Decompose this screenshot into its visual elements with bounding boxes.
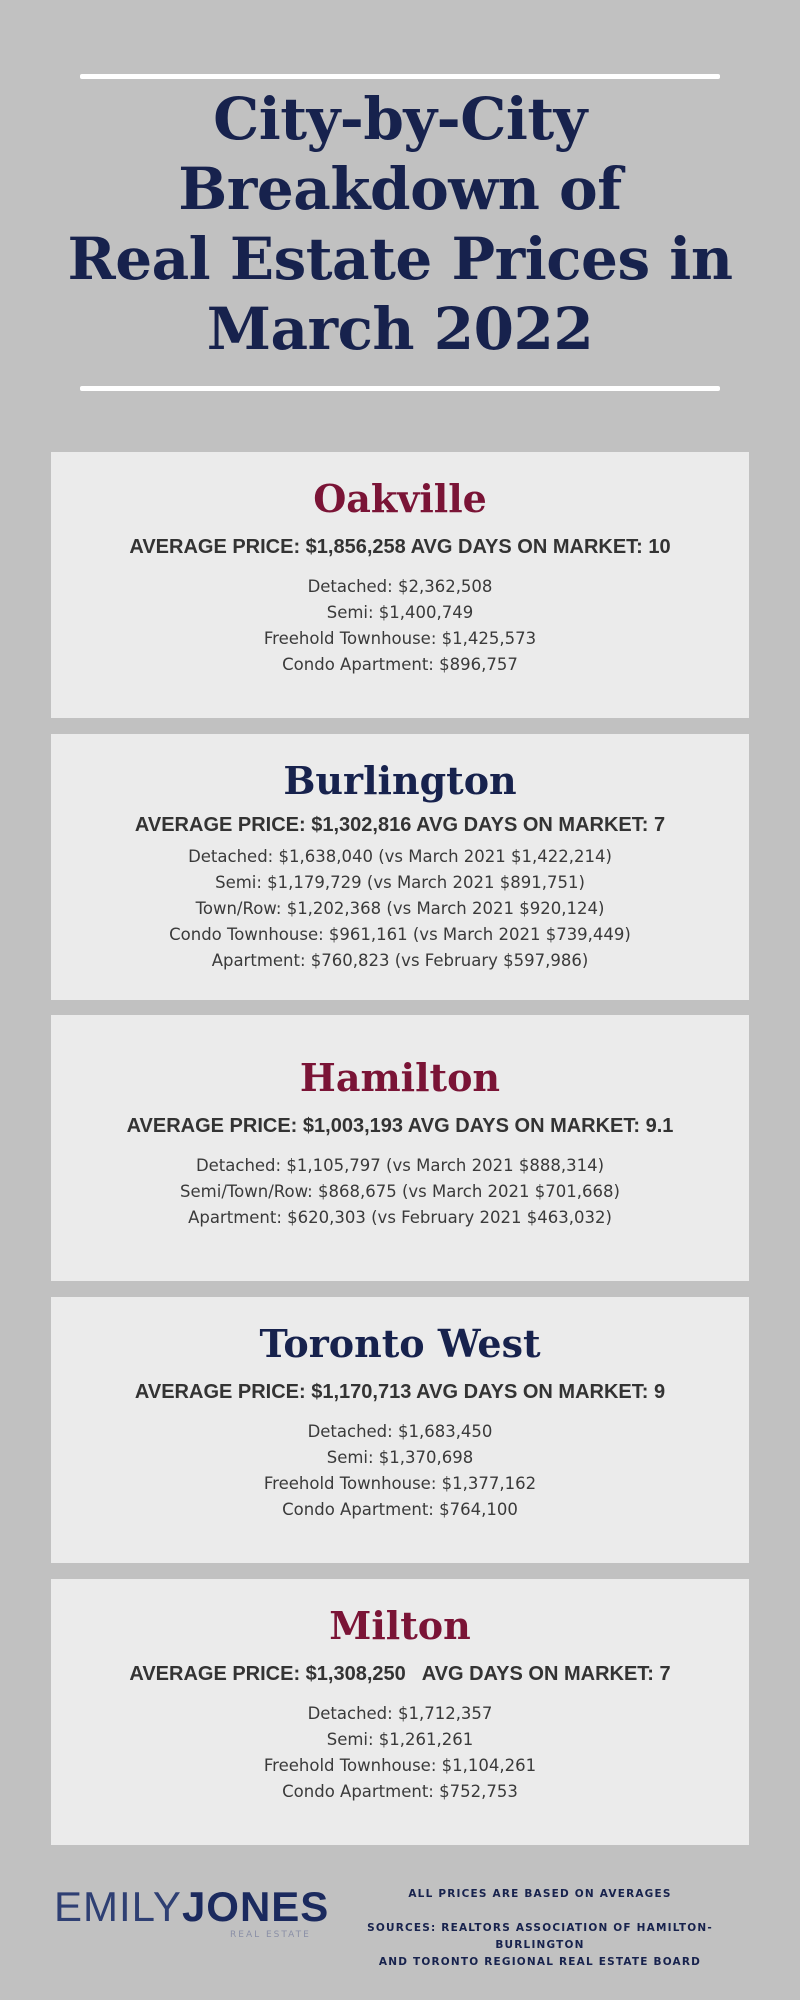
price-item: Freehold Townhouse: $1,425,573 xyxy=(263,629,537,648)
brand-logo xyxy=(54,1884,334,1964)
city-summary: AVERAGE PRICE: $1,308,250 AVG DAYS ON MARKET: 7 xyxy=(129,1663,671,1685)
title-line: Breakdown of xyxy=(178,155,622,223)
price-item: Detached: $1,712,357 xyxy=(307,1704,493,1723)
page-title xyxy=(40,84,760,364)
price-item: Town/Row: $1,202,368 (vs March 2021 $920,124) xyxy=(195,899,605,918)
price-list xyxy=(51,844,749,974)
logo-wordmark xyxy=(54,1884,334,1930)
title-top-rule xyxy=(80,74,720,79)
price-item: Semi: $1,370,698 xyxy=(326,1448,474,1467)
price-item: Semi: $1,261,261 xyxy=(326,1730,474,1749)
logo-first-name: EMILY xyxy=(54,1883,182,1930)
title-bottom-rule xyxy=(80,386,720,391)
city-name: Toronto West xyxy=(259,1321,541,1366)
title-line: Real Estate Prices in xyxy=(67,225,733,293)
price-item: Condo Townhouse: $961,161 (vs March 2021 $739,449) xyxy=(169,925,631,944)
price-item: Detached: $2,362,508 xyxy=(307,577,493,596)
price-item: Condo Apartment: $764,100 xyxy=(282,1500,518,1519)
city-summary: AVERAGE PRICE: $1,003,193 AVG DAYS ON MARKET: 9.1 xyxy=(126,1115,674,1137)
price-item: Freehold Townhouse: $1,377,162 xyxy=(263,1474,537,1493)
logo-subtitle: REAL ESTATE xyxy=(230,1930,311,1940)
price-item: Condo Apartment: $896,757 xyxy=(282,655,518,674)
price-list xyxy=(51,1701,749,1805)
price-item: Condo Apartment: $752,753 xyxy=(282,1782,518,1801)
city-card-toronto-west xyxy=(51,1297,749,1563)
price-item: Detached: $1,683,450 xyxy=(307,1422,493,1441)
title-line: City-by-City xyxy=(213,85,587,153)
price-list xyxy=(51,1419,749,1523)
city-name: Oakville xyxy=(313,476,487,521)
sources-line: SOURCES: REALTORS ASSOCIATION OF HAMILTON-BURLINGTON xyxy=(367,1922,713,1951)
price-item: Semi: $1,400,749 xyxy=(326,603,474,622)
city-card-milton xyxy=(51,1579,749,1845)
city-summary: AVERAGE PRICE: $1,302,816 AVG DAYS ON MARKET: 7 xyxy=(134,814,666,836)
sources-line: AND TORONTO REGIONAL REAL ESTATE BOARD xyxy=(378,1956,702,1968)
city-name: Hamilton xyxy=(299,1055,501,1100)
logo-last-name: JONES xyxy=(181,1883,330,1930)
price-list xyxy=(51,1153,749,1231)
price-list xyxy=(51,574,749,678)
price-item: Detached: $1,105,797 (vs March 2021 $888,314) xyxy=(195,1156,605,1175)
city-card-hamilton xyxy=(51,1015,749,1281)
city-summary: AVERAGE PRICE: $1,856,258 AVG DAYS ON MARKET: 10 xyxy=(129,536,671,558)
price-item: Detached: $1,638,040 (vs March 2021 $1,422,214) xyxy=(188,847,612,866)
city-name: Burlington xyxy=(283,758,517,803)
city-summary: AVERAGE PRICE: $1,170,713 AVG DAYS ON MARKET: 9 xyxy=(134,1381,666,1403)
city-card-oakville xyxy=(51,452,749,718)
price-item: Semi/Town/Row: $868,675 (vs March 2021 $701,668) xyxy=(180,1182,620,1201)
price-item: Apartment: $760,823 (vs February $597,986) xyxy=(211,951,589,970)
title-line: March 2022 xyxy=(206,295,594,363)
city-card-burlington xyxy=(51,734,749,1000)
price-item: Semi: $1,179,729 (vs March 2021 $891,751) xyxy=(215,873,585,892)
price-item: Freehold Townhouse: $1,104,261 xyxy=(263,1756,537,1775)
price-item: Apartment: $620,303 (vs February 2021 $463,032) xyxy=(188,1208,612,1227)
footer-notes xyxy=(330,1886,750,1971)
city-name: Milton xyxy=(329,1603,471,1648)
averages-note: ALL PRICES ARE BASED ON AVERAGES xyxy=(408,1888,672,1900)
